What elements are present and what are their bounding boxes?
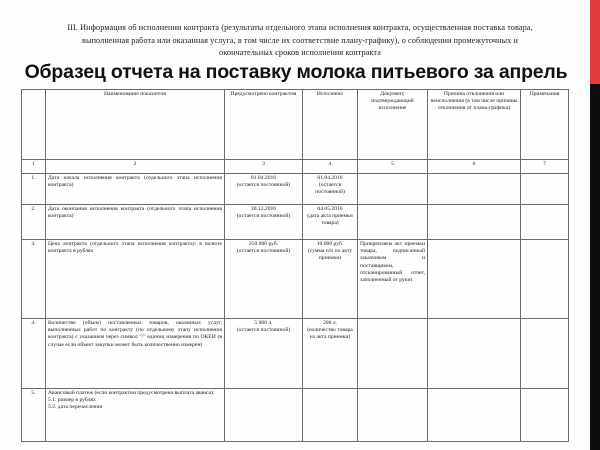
row-index: 1. [22,174,46,205]
planned-value: 01.04.2016 (остается постоянной) [225,174,303,205]
table-row [22,319,569,389]
planned-value: 250 000 руб. (остается постоянной) [225,240,303,319]
deviation-reason [428,319,521,389]
table-row [22,389,569,442]
column-number-5: 5 [358,160,428,174]
planned-value: 5 000 л. (остается постоянной) [225,319,303,389]
indicator-name: Авансовый платеж (если контрактом предусмотрена выплата аванса): 5.1. размер в рублях 5.2. дата перечисления [46,389,225,442]
executed-value: 01.04.2016 (остается постоянной) [303,174,358,205]
confirming-document [358,389,428,442]
column-header-2: Наименование показателя [46,90,225,160]
report-table [21,89,569,442]
row-index: 2. [22,205,46,240]
table-row [22,174,569,205]
table-row [22,240,569,319]
executed-value: 10 000 руб. (сумма п/п по акту приемки) [303,240,358,319]
table-header-row [22,90,569,160]
page-title: Образец отчета на поставку молока питьевого за апрель [24,61,568,83]
remarks [521,240,569,319]
indicator-name: Дата начала исполнения контракта (отдельного этапа исполнения контракта) [46,174,225,205]
planned-value: 30.12.2016 (остается постоянной) [225,205,303,240]
column-number-6: 6 [428,160,521,174]
document-subtitle: III. Информация об исполнении контракта (результаты отдельного этапа исполнения контракта, осуществленная поставка товара, выполненная работа или оказанная услуга, в том числе их соответствие плану-графику), о соблюдении промежуточных и окончательных сроков исполнения контракта [67,23,533,58]
executed-value: 04.05.2016 (дата акта приемки товара) [303,205,358,240]
remarks [521,174,569,205]
confirming-document [358,319,428,389]
indicator-name: Дата окончания исполнения контракта (отдельного этапа исполнения контракта) [46,205,225,240]
confirming-document: Прикрепляем акт приемки товара, подписанный заказчиком и поставщиком, отсканированный отчет, заполненный от руки) [358,240,428,319]
column-number-row [22,160,569,174]
executed-value: 200 л. (количество товара из акта приемки) [303,319,358,389]
confirming-document [358,205,428,240]
remarks [521,319,569,389]
column-number-2: 2 [46,160,225,174]
column-number-7: 7 [521,160,569,174]
edge-accent-red [590,0,600,84]
row-index: 3. [22,240,46,319]
column-header-7: Примечания [521,90,569,160]
confirming-document [358,174,428,205]
executed-value [303,389,358,442]
column-header-5: Документ, подтверждающий исполнение [358,90,428,160]
column-number-4: 4 [303,160,358,174]
remarks [521,205,569,240]
deviation-reason [428,240,521,319]
column-header-1 [22,90,46,160]
column-number-1: 1 [22,160,46,174]
edge-accent-black [590,84,600,450]
indicator-name: Цена контракта (отдельного этапа исполнения контракта): в валюте контракта в рублях [46,240,225,319]
column-number-3: 3 [225,160,303,174]
row-index: 4. [22,319,46,389]
column-header-6: Причина отклонения или неисполнения (в том числе причины отклонения от плана-графика) [428,90,521,160]
row-index: 5. [22,389,46,442]
column-header-3: Предусмотрено контрактом [225,90,303,160]
planned-value [225,389,303,442]
indicator-name: Количество (объем) поставленных товаров, оказанных услуг, выполненных работ по контракту (по отдельному этапу исполнения контракта) с указанием через символ "/" единиц измерения по ОКЕИ (в случае если объект закупки может быть количественно измерен) [46,319,225,389]
remarks [521,389,569,442]
table-row [22,205,569,240]
deviation-reason [428,205,521,240]
deviation-reason [428,389,521,442]
deviation-reason [428,174,521,205]
column-header-4: Исполнено [303,90,358,160]
